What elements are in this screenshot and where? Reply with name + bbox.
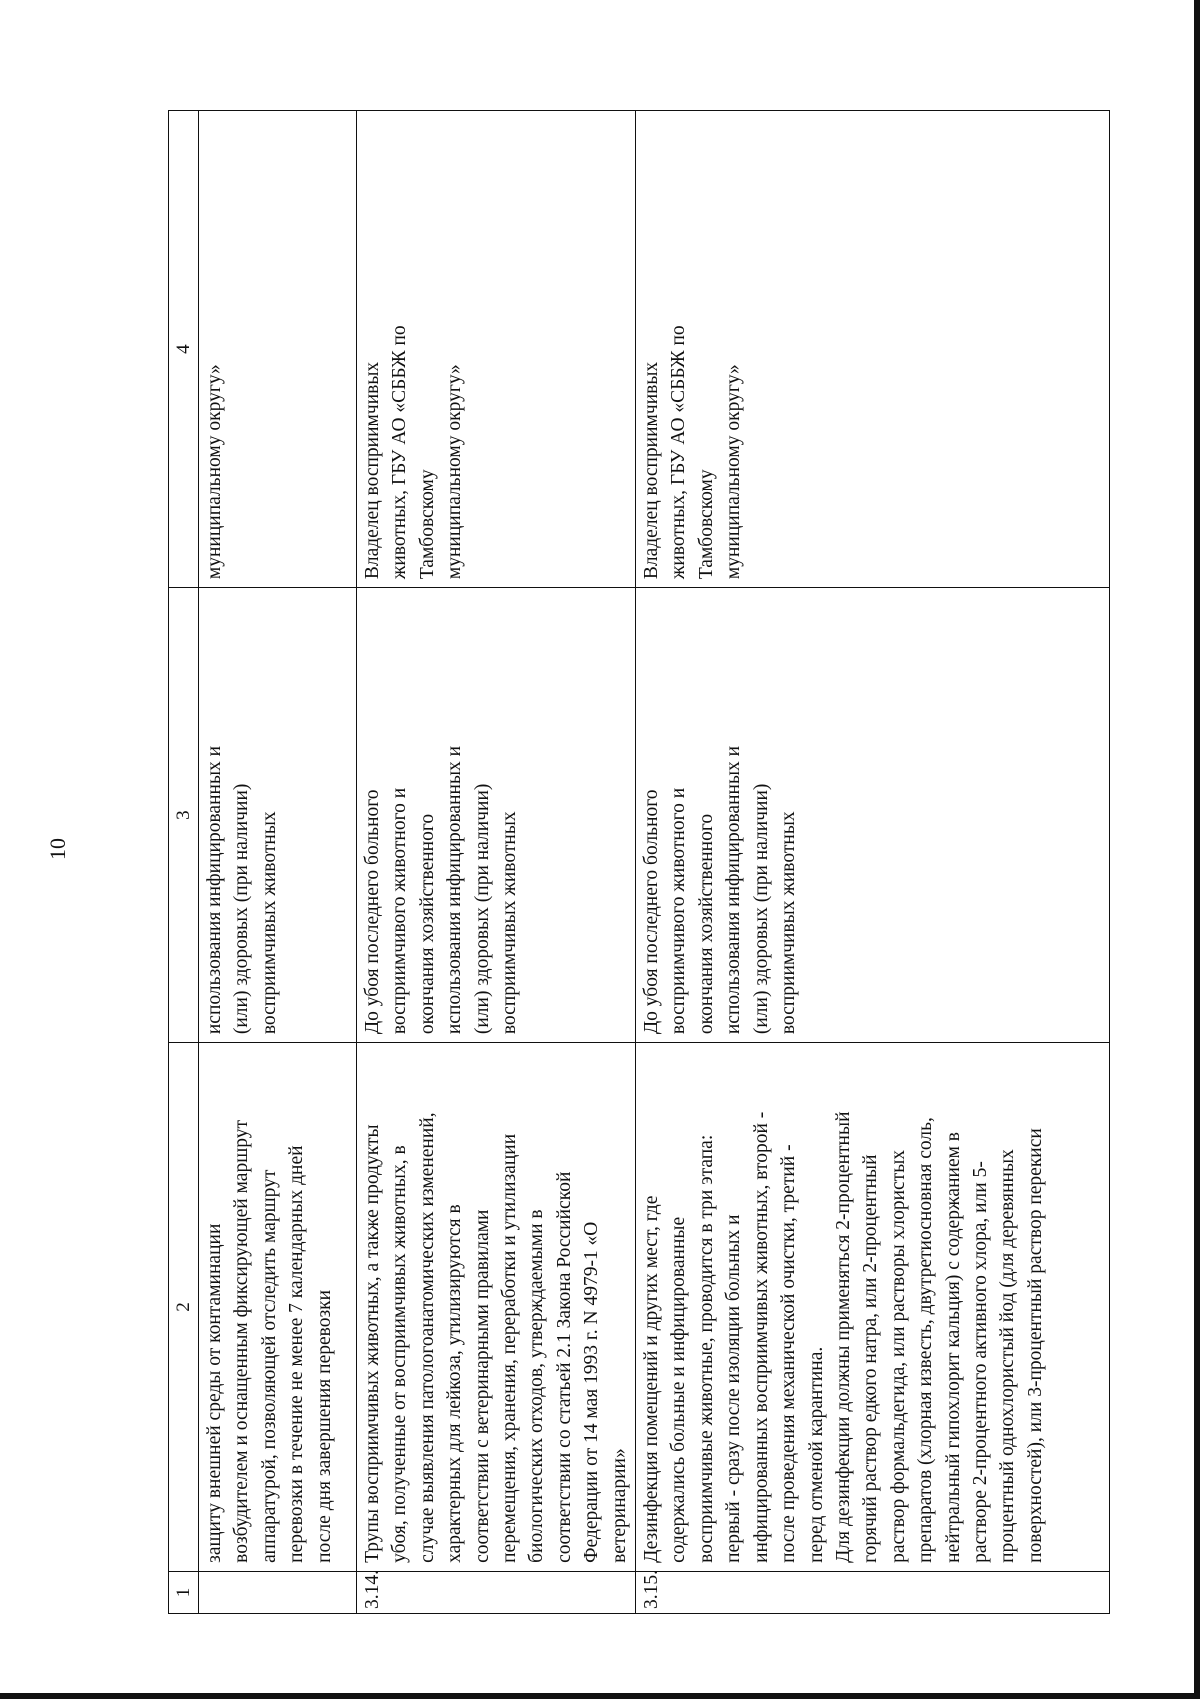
responsible-cell (357, 111, 636, 588)
cell-text-line: использования инфицированных и (444, 745, 466, 1035)
cell-text-line: окончания хозяйственного (695, 813, 717, 1035)
cell-text-line: муниципальному округу» (204, 364, 225, 580)
cell-text-line: восприимчивые животные, проводится в три этапа: (695, 1134, 717, 1563)
cell-text-line: Дезинфекция помещений и других мест, где (641, 1195, 663, 1563)
cell-text-line: перевозки в течение не менее 7 календарных дней (286, 1145, 308, 1563)
cell-text-line: инфицированных восприимчивых животных, второй - (750, 1111, 772, 1563)
row-number-cell: 3.15. (636, 1571, 1110, 1613)
cell-text-line: окончания хозяйственного (416, 813, 438, 1035)
deadline-cell (636, 588, 1110, 1043)
cell-text-line: содержались больные и инфицированные (668, 1216, 690, 1563)
measure-text-cell (636, 1043, 1110, 1572)
cell-text-line: перемещения, хранения, переработки и утилизации (499, 1133, 521, 1563)
cell-text-line: соответствии со статьей 2.1 Закона Российской (553, 1171, 575, 1563)
cell-text-line: поверхностей), или 3-процентный раствор перекиси (1024, 1128, 1046, 1563)
cell-text-line: после проведения механической очистки, третий - (778, 1144, 800, 1563)
cell-text-line: ветеринарии» (608, 1448, 630, 1563)
cell-text-line: муниципальному округу» (444, 364, 466, 580)
measures-table (168, 110, 1110, 1614)
cell-text-line: Тамбовскому (416, 469, 438, 580)
cell-text-line: Федерации от 14 мая 1993 г. N 4979-1 «О (581, 1221, 603, 1563)
cell-text-line: использования инфицированных и (723, 745, 745, 1035)
cell-text-line: характерных для лейкоза, утилизируются в (444, 1204, 466, 1563)
cell-text-line: До убоя последнего больного (641, 789, 663, 1035)
cell-text-line: случае выявления патологоанатомических изменений, (416, 1112, 438, 1563)
cell-text-line: восприимчивых животных (499, 811, 521, 1035)
cell-text-line: возбудителем и оснащенным фиксирующей маршрут (231, 1120, 253, 1563)
cell-text-line: использования инфицированных и (204, 745, 225, 1035)
cell-text-line: (или) здоровых (при наличии) (231, 783, 253, 1035)
cell-text-line: Трупы восприимчивых животных, а также продукты (362, 1124, 383, 1563)
table-row (357, 111, 636, 1614)
cell-text-line: (или) здоровых (при наличии) (471, 783, 493, 1035)
page-number: 10 (45, 838, 70, 860)
cell-text-line: муниципальному округу» (723, 364, 745, 580)
table-container (168, 110, 1200, 1609)
header-col-4: 4 (169, 111, 199, 588)
measure-text-cell (199, 1043, 357, 1572)
cell-text-line: нейтральный гипохлорит кальция) с содержанием в (942, 1131, 964, 1563)
measure-text-cell (357, 1043, 636, 1572)
cell-text-line: препаратов (хлорная известь, двутретиосновная соль, (915, 1117, 937, 1563)
cell-text-line: восприимчивых животных (778, 811, 800, 1035)
header-col-3: 3 (169, 588, 199, 1043)
cell-text-line: раствор формальдегида, или растворы хлористых (887, 1149, 909, 1563)
cell-text-line: До убоя последнего больного (362, 789, 383, 1035)
row-number-cell: 3.14. (357, 1571, 636, 1613)
cell-text-line: процентный однохлористый йод (для деревянных (997, 1149, 1019, 1563)
responsible-cell (199, 111, 357, 588)
cell-text-line: восприимчивого животного и (389, 787, 411, 1035)
cell-text-line: Владелец восприимчивых (362, 361, 383, 580)
cell-text-line: Владелец восприимчивых (641, 361, 663, 580)
deadline-cell (357, 588, 636, 1043)
responsible-cell (636, 111, 1110, 588)
cell-text-line: восприимчивого животного и (668, 787, 690, 1035)
cell-text-line: биологических отходов, утверждаемыми в (526, 1209, 548, 1563)
header-col-2: 2 (169, 1043, 199, 1572)
row-number-cell (199, 1571, 357, 1613)
cell-text-line: первый - сразу после изоляции больных и (723, 1214, 745, 1563)
cell-text-line: (или) здоровых (при наличии) (750, 783, 772, 1035)
cell-text-line: восприимчивых животных (258, 811, 280, 1035)
cell-text-line: Для дезинфекции должны применяться 2-процентный (832, 1111, 854, 1563)
cell-text-line: животных, ГБУ АО «СББЖ по (389, 325, 411, 580)
cell-text-line: аппаратурой, позволяющей отследить маршрут (258, 1169, 280, 1563)
cell-text-line: после дня завершения перевозки (313, 1289, 335, 1563)
rotated-table-layer (168, 110, 1078, 1614)
table-row (199, 111, 357, 1614)
cell-text-line: соответствии с ветеринарными правилами (471, 1209, 493, 1563)
header-col-1: 1 (169, 1571, 199, 1613)
cell-text-line: животных, ГБУ АО «СББЖ по (668, 325, 690, 580)
table-header-row (169, 111, 199, 1614)
cell-text-line: растворе 2-процентного активного хлора, или 5- (969, 1161, 991, 1563)
table-row (636, 111, 1110, 1614)
cell-text-line: защиту внешней среды от контаминации (204, 1223, 225, 1563)
scan-border-bottom (0, 1693, 1200, 1699)
deadline-cell (199, 588, 357, 1043)
cell-text-line: горячий раствор едкого натра, или 2-процентный (860, 1154, 882, 1563)
cell-text-line: перед отменой карантина. (805, 1346, 827, 1563)
cell-text-line: Тамбовскому (695, 469, 717, 580)
cell-text-line: убоя, полученные от восприимчивых животных, в (389, 1145, 411, 1563)
